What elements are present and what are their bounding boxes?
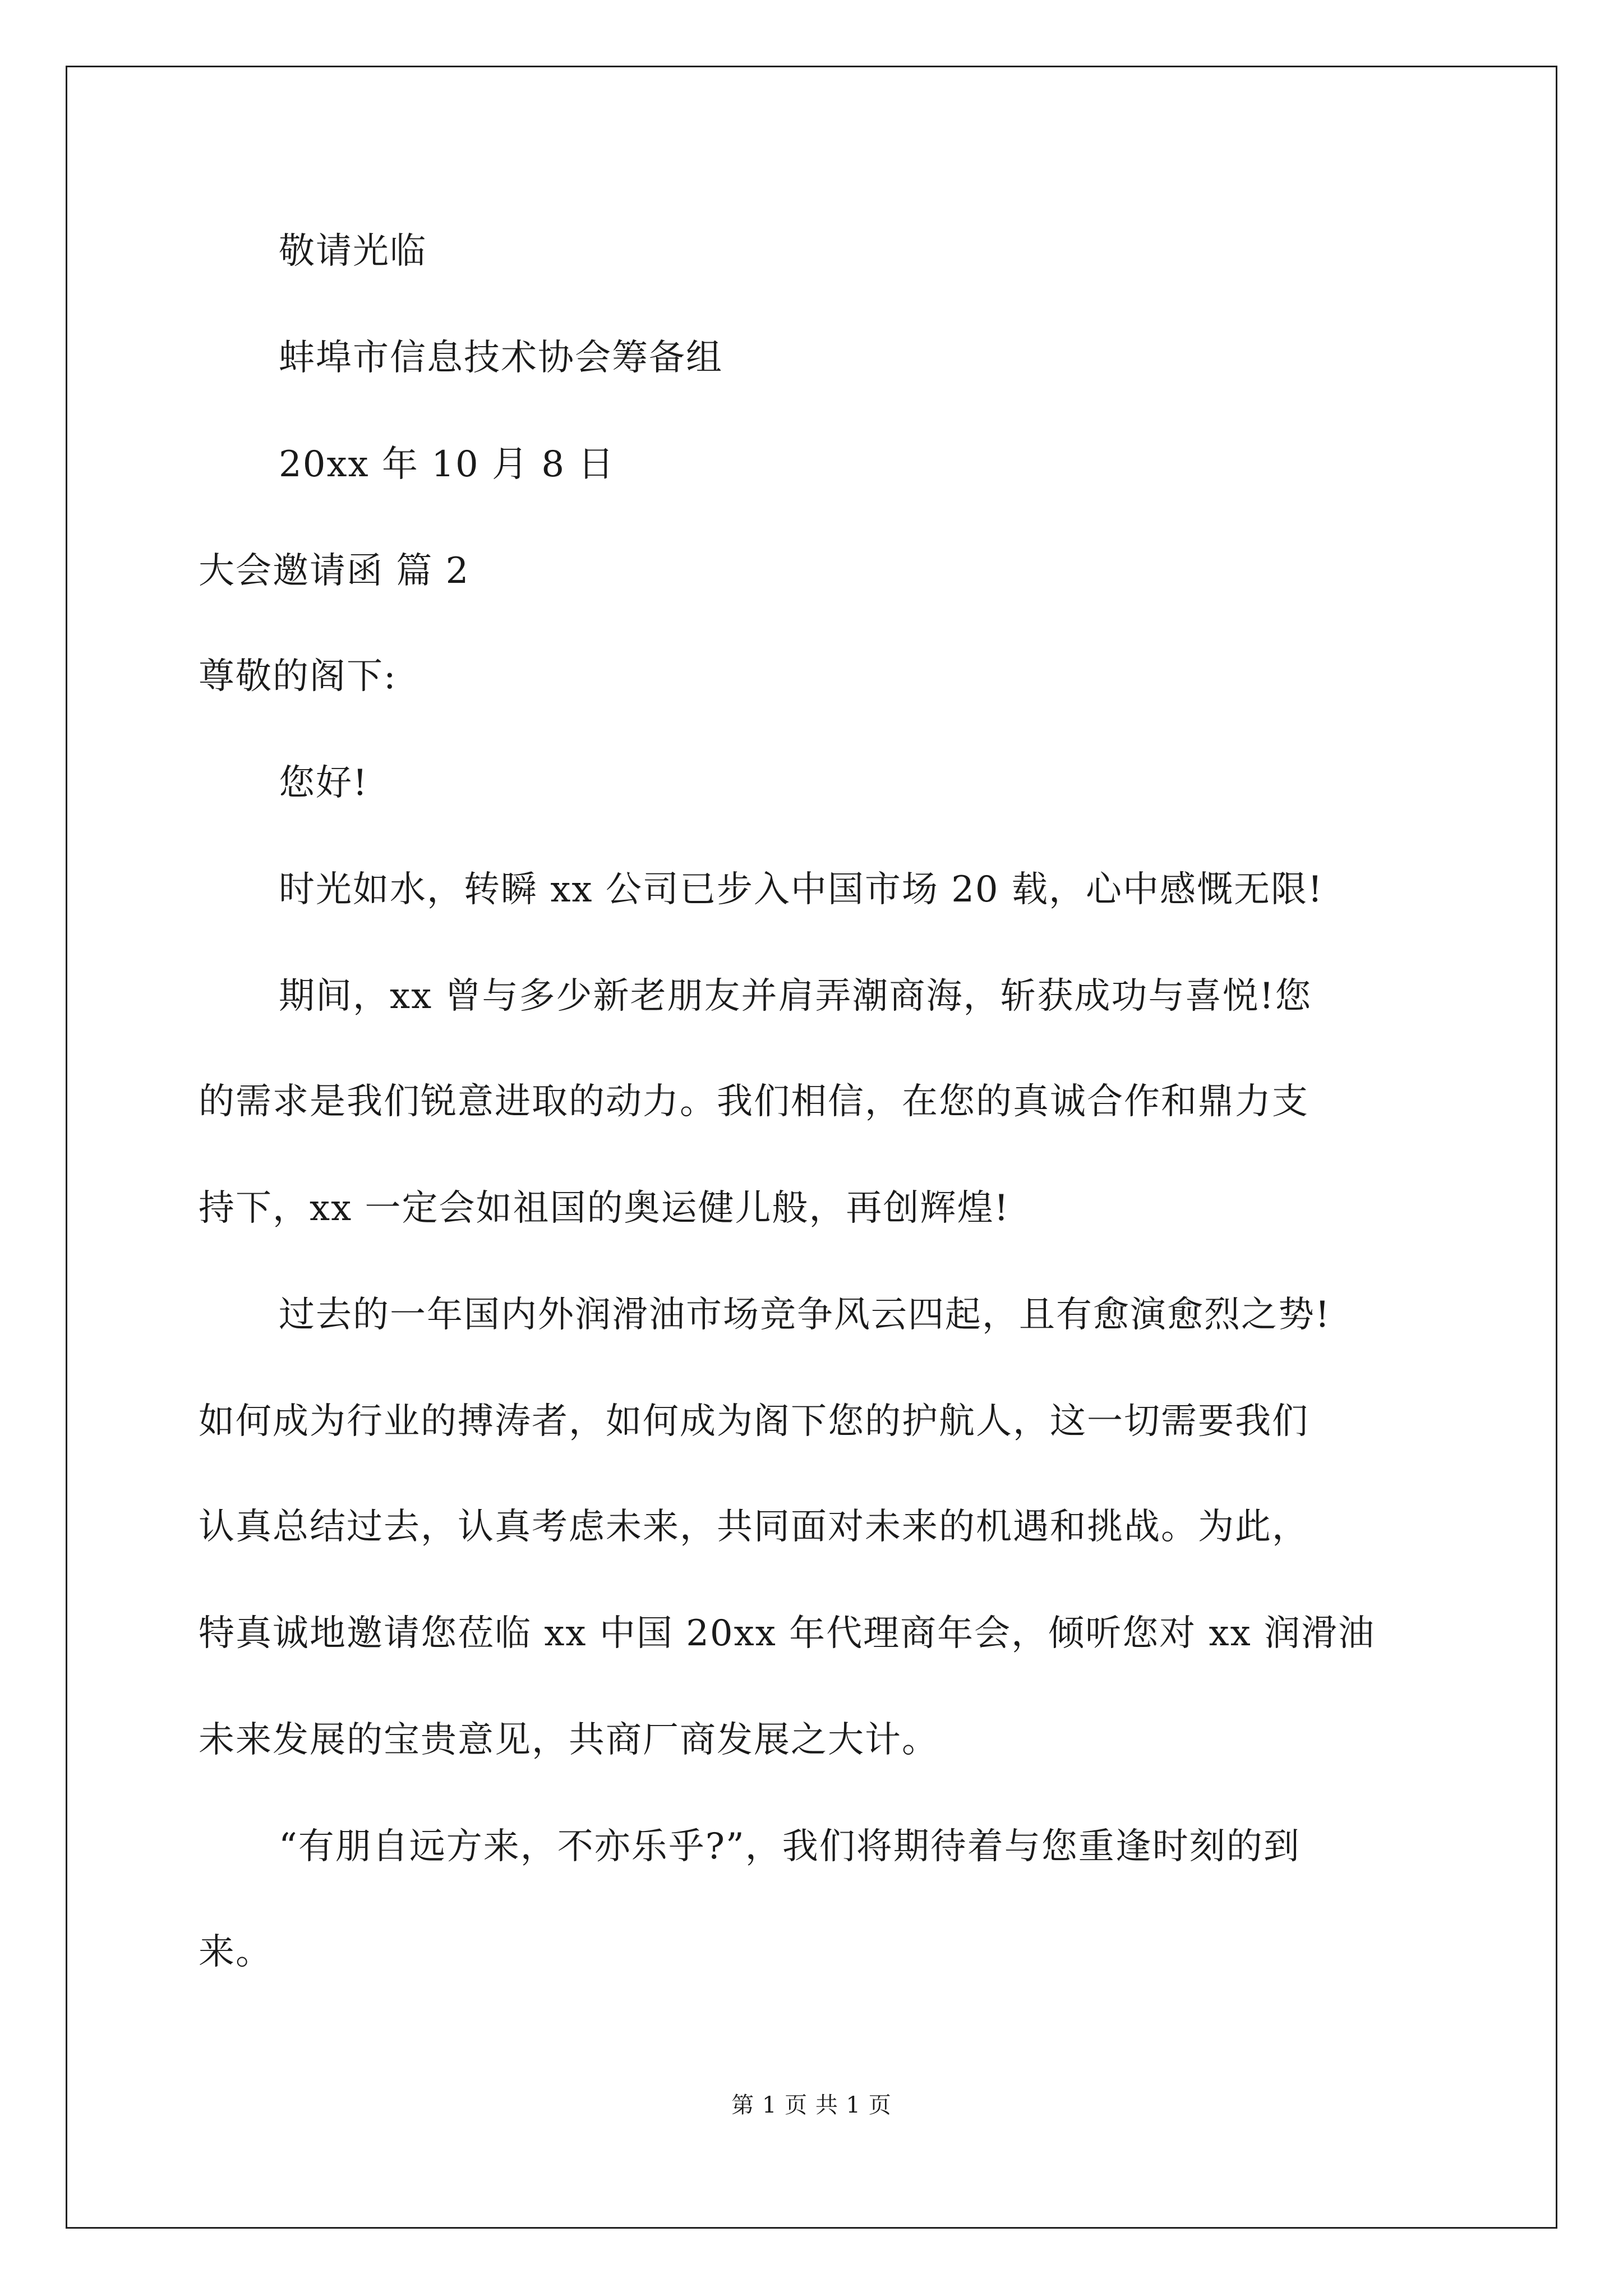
paragraph-line: 未来发展的宝贵意见，共商厂商发展之大计。 xyxy=(199,1719,939,1761)
letter-date: 20xx 年 10 月 8 日 xyxy=(279,444,615,485)
page-number-footer: 第 1 页 共 1 页 xyxy=(731,2092,892,2118)
paragraph-line: “有朋自远方来，不亦乐乎?”，我们将期待着与您重逢时刻的到 xyxy=(279,1826,1301,1867)
closing-phrase: 敬请光临 xyxy=(279,231,427,272)
paragraph-line: 过去的一年国内外润滑油市场竞争风云四起，且有愈演愈烈之势! xyxy=(279,1294,1331,1336)
paragraph-line: 如何成为行业的搏涛者，如何成为阁下您的护航人，这一切需要我们 xyxy=(199,1401,1309,1442)
greeting: 您好! xyxy=(279,762,368,804)
section-heading: 大会邀请函 篇 2 xyxy=(199,550,470,592)
paragraph-line: 认真总结过去，认真考虑未来，共同面对未来的机遇和挑战。为此， xyxy=(199,1506,1309,1548)
paragraph-line: 时光如水，转瞬 xx 公司已步入中国市场 20 载，心中感慨无限! xyxy=(279,869,1324,910)
paragraph-line: 来。 xyxy=(199,1931,273,1973)
paragraph-line: 期间，xx 曾与多少新老朋友并肩弄潮商海，斩获成功与喜悦!您 xyxy=(279,976,1312,1017)
organizer-signature: 蚌埠市信息技术协会筹备组 xyxy=(279,337,723,379)
salutation: 尊敬的阁下: xyxy=(199,656,397,697)
page-border xyxy=(66,66,1557,2229)
paragraph-line: 的需求是我们锐意进取的动力。我们相信，在您的真诚合作和鼎力支 xyxy=(199,1081,1309,1122)
paragraph-line: 特真诚地邀请您莅临 xx 中国 20xx 年代理商年会，倾听您对 xx 润滑油 xyxy=(199,1613,1376,1654)
paragraph-line: 持下，xx 一定会如祖国的奥运健儿般，再创辉煌! xyxy=(199,1188,1010,1229)
